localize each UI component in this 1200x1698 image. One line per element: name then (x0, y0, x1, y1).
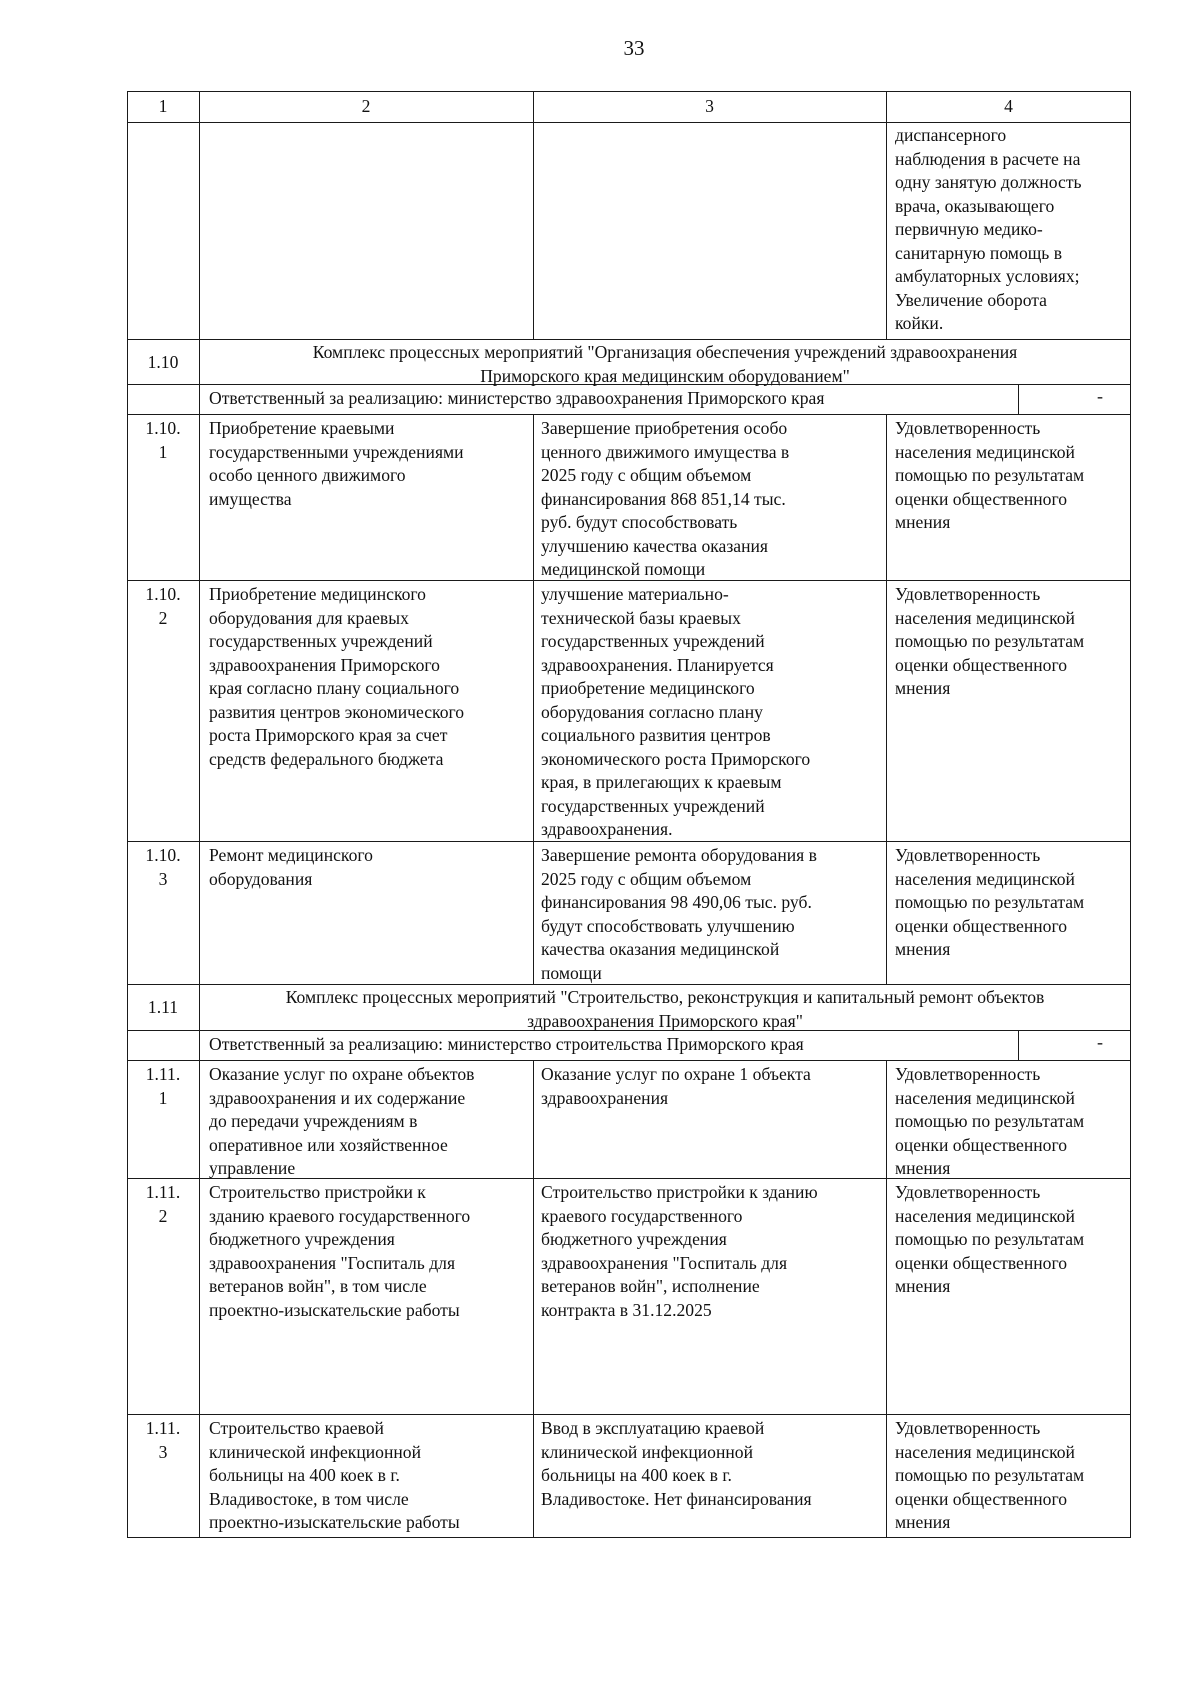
header-col-2: 2 (361, 96, 371, 116)
row-indicator: Удовлетворенность населения медицинской помощью по результатам оценки общественного мнения (895, 1064, 1085, 1178)
row-result: Оказание услуг по охране 1 объекта здравоохранения (541, 1064, 811, 1108)
responsible-label: Ответственный за реализацию: министерство строительства Приморского края (209, 1034, 804, 1054)
row-number: 1.11. 1 (145, 1064, 181, 1108)
row-measure: Оказание услуг по охране объектов здравоохранения и их содержание до передачи учреждениям в оперативное или хозяйственное управление (209, 1064, 475, 1178)
header-col-4: 4 (1004, 96, 1013, 116)
row-result: Ввод в эксплуатацию краевой клинической инфекционной больницы на 400 коек в г. Владивостоке. Нет финансирования (541, 1418, 812, 1509)
row-number: 1.10. 3 (145, 845, 181, 889)
row-measure: Ремонт медицинского оборудования (209, 845, 373, 889)
header-col-1: 1 (158, 96, 168, 116)
responsible-extra: - (1097, 386, 1103, 406)
row-number: 1.11. 2 (145, 1182, 181, 1226)
responsible-label: Ответственный за реализацию: министерство здравоохранения Приморского края (209, 388, 825, 408)
row-indicator: Удовлетворенность населения медицинской помощью по результатам оценки общественного мнения (895, 584, 1085, 698)
row-result: Завершение приобретения особо ценного движимого имущества в 2025 году с общим объемом финансирования 868 851,14 тыс. руб. будут способствовать улучшению качества оказания медицинской помощи (541, 418, 790, 579)
section-title: Комплекс процессных мероприятий "Строительство, реконструкция и капитальный ремонт объектов здравоохранения Приморского края" (285, 987, 1045, 1031)
row-measure: Приобретение краевыми государственными учреждениями особо ценного движимого имущества (209, 418, 464, 509)
section-number: 1.11 (147, 997, 179, 1017)
page-number: 33 (623, 36, 645, 60)
row-indicator: Удовлетворенность населения медицинской помощью по результатам оценки общественного мнения (895, 845, 1085, 959)
measures-table (127, 91, 1131, 1538)
row-number: 1.10. 2 (145, 584, 181, 628)
row-indicator: Удовлетворенность населения медицинской помощью по результатам оценки общественного мнения (895, 418, 1085, 532)
section-number: 1.10 (147, 352, 179, 372)
section-title: Комплекс процессных мероприятий "Организация обеспечения учреждений здравоохранения Приморского края медицинским оборудованием" (312, 342, 1018, 386)
responsible-extra: - (1097, 1032, 1103, 1052)
header-col-3: 3 (705, 96, 714, 116)
row-measure: Строительство краевой клинической инфекционной больницы на 400 коек в г. Владивостоке, в том числе проектно-изыскательские работы (209, 1418, 460, 1532)
row-measure: Строительство пристройки к зданию краевого государственного бюджетного учреждения здравоохранения "Госпиталь для ветеранов войн", в том числе проектно-изыскательские работы (209, 1182, 471, 1320)
row-result: улучшение материально- технической базы краевых государственных учреждений здравоохранения. Планируется приобретение медицинского оборудования согласно плану социального развития центров экономического роста Приморского края, в прилегающих к краевым государственных учреждений здравоохранения. (541, 584, 811, 839)
row-result: Строительство пристройки к зданию краевого государственного бюджетного учреждения здравоохранения "Госпиталь для ветеранов войн", исполнение контракта в 31.12.2025 (541, 1182, 818, 1320)
row-indicator: Удовлетворенность населения медицинской помощью по результатам оценки общественного мнения (895, 1418, 1085, 1532)
continuation-indicator: диспансерного наблюдения в расчете на одну занятую должность врача, оказывающего первичную медико- санитарную помощь в амбулаторных условиях; Увеличение оборота койки. (895, 125, 1082, 333)
row-indicator: Удовлетворенность населения медицинской помощью по результатам оценки общественного мнения (895, 1182, 1085, 1296)
row-number: 1.10. 1 (145, 418, 181, 462)
row-measure: Приобретение медицинского оборудования для краевых государственных учреждений здравоохранения Приморского края согласно плану социального развития центров экономического роста Приморского края за счет средств федерального бюджета (209, 584, 465, 769)
row-result: Завершение ремонта оборудования в 2025 году с общим объемом финансирования 98 490,06 тыс. руб. будут способствовать улучшению качества оказания медицинской помощи (541, 845, 817, 983)
row-number: 1.11. 3 (145, 1418, 181, 1462)
